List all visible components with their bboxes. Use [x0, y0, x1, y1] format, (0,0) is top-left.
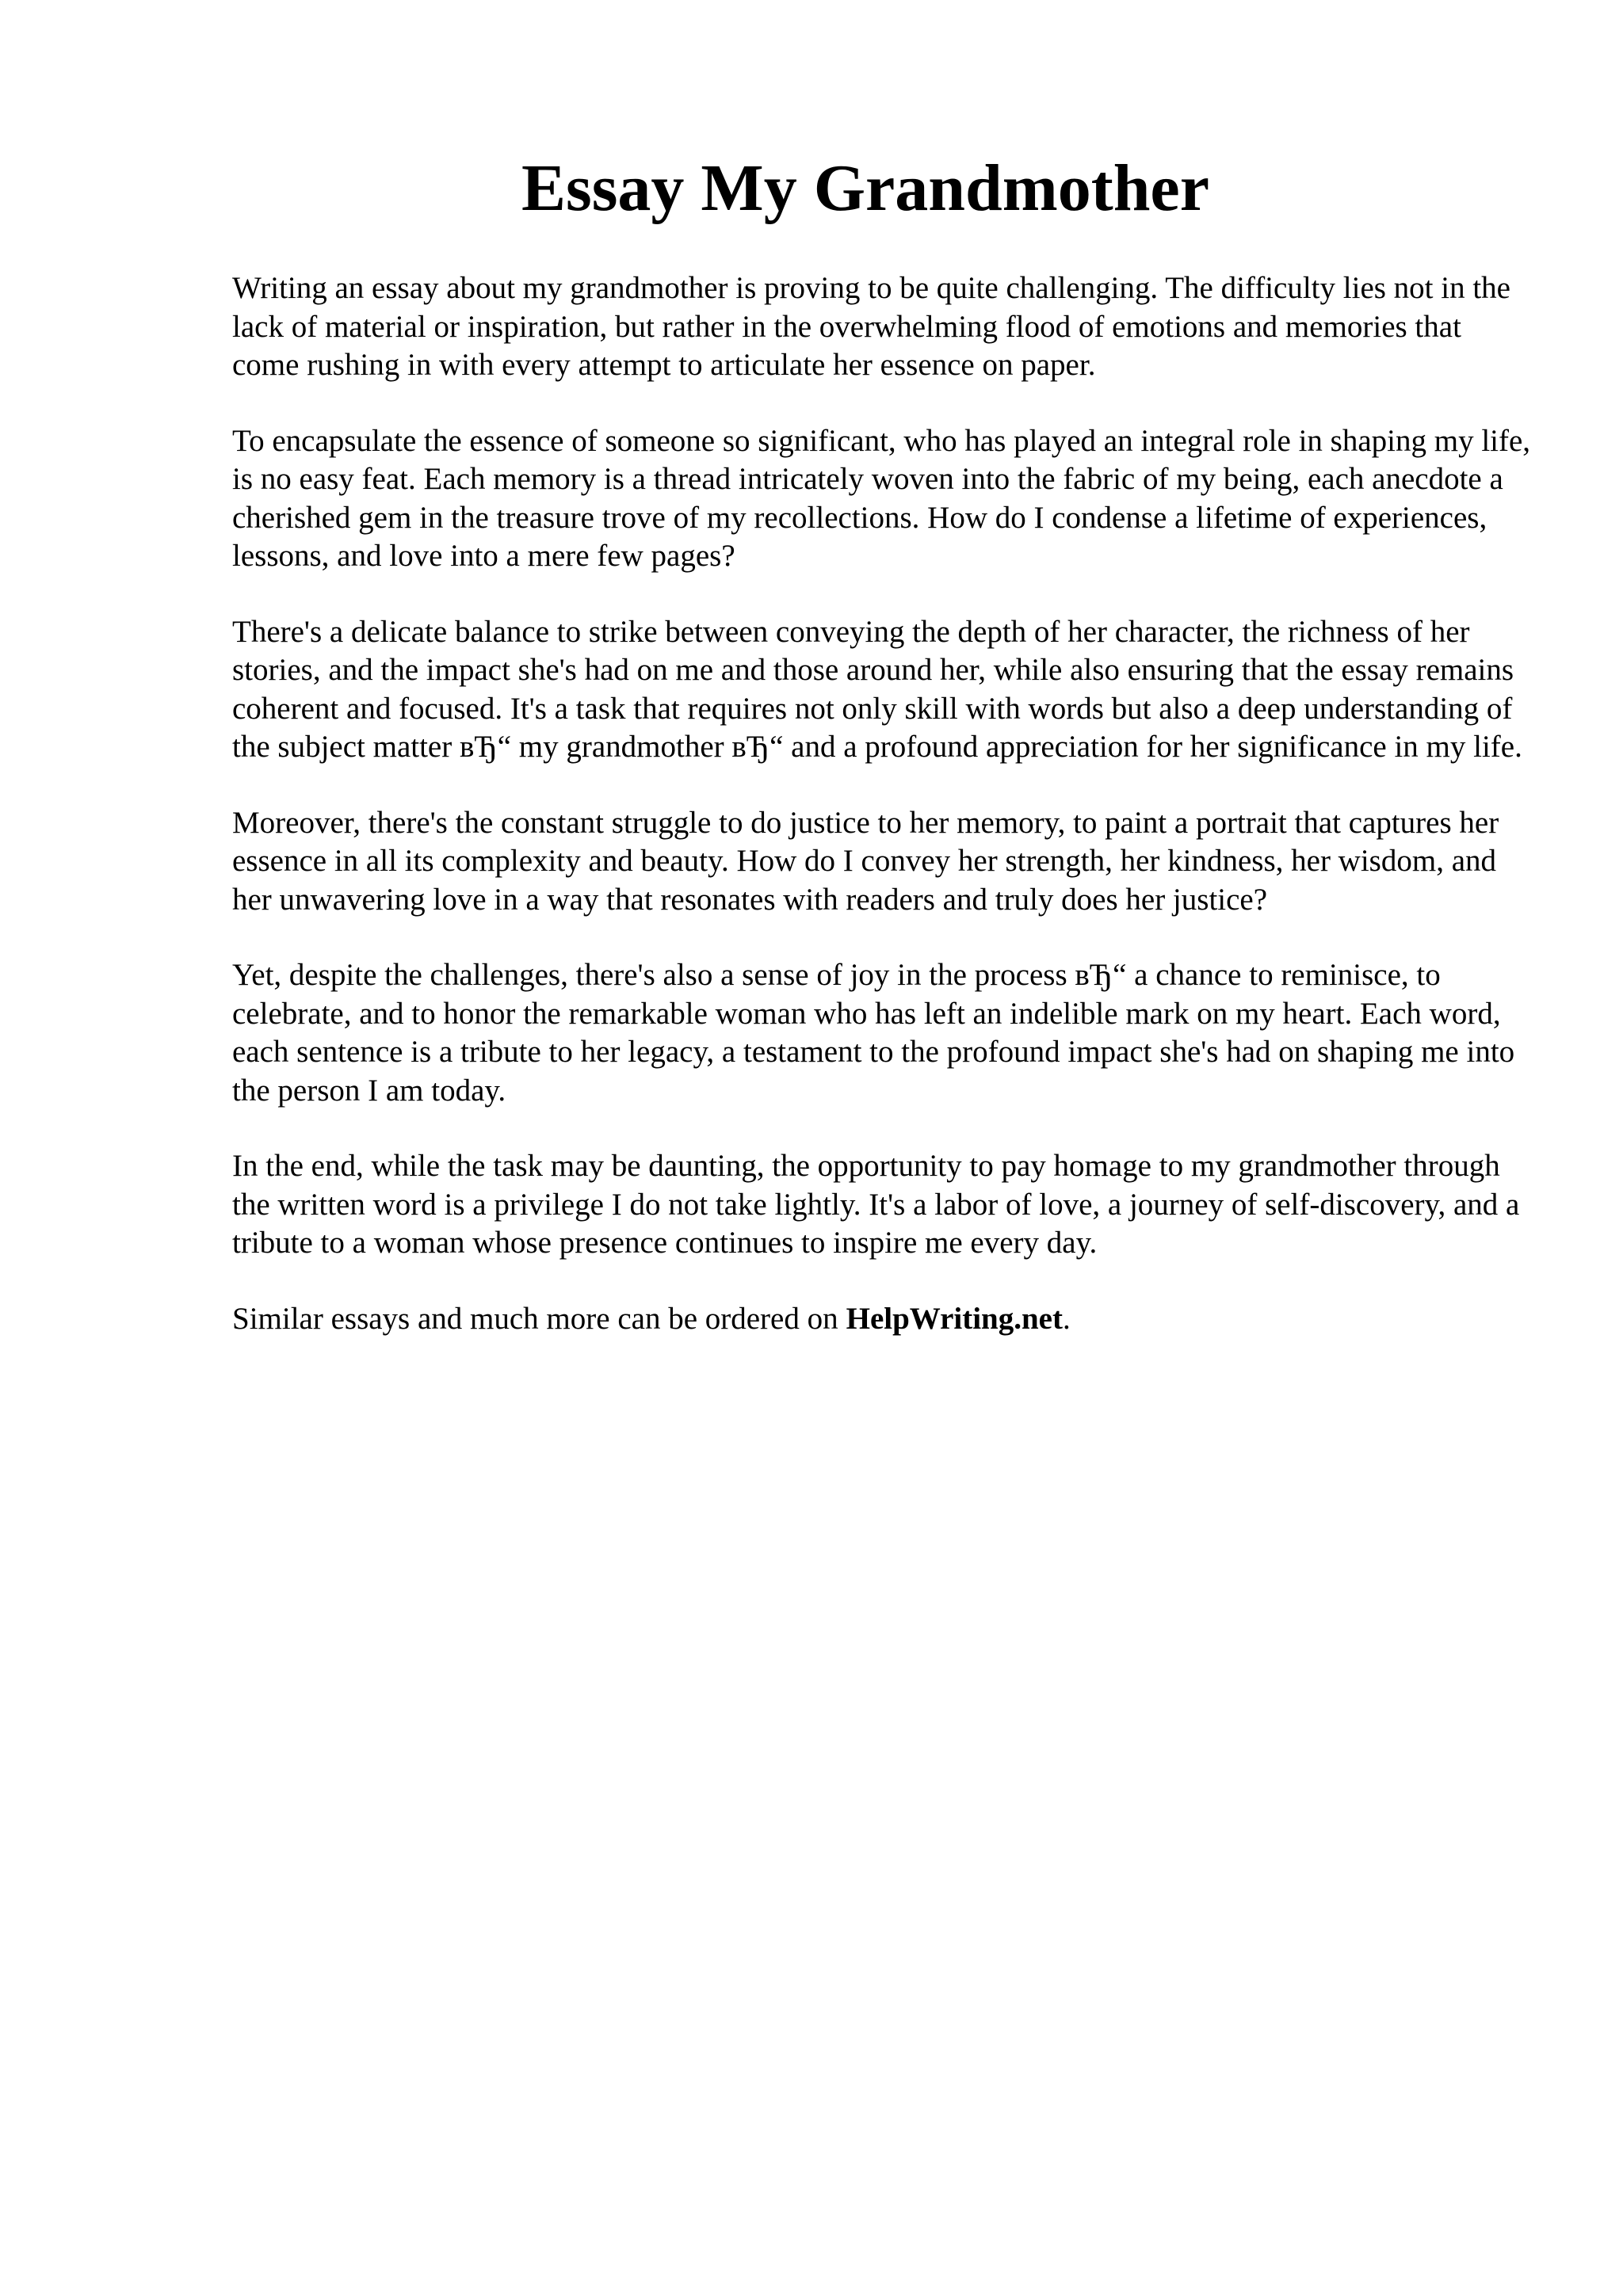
essay-paragraph: Moreover, there's the constant struggle to do justice to her memory, to paint a portrait that captures her essence in all its complexity and beauty. How do I convey her strength, her kindness, her wisdom, and her unwavering love in a way that resonates with readers and truly does her justice?	[232, 805, 1499, 917]
promo-line	[232, 1300, 1532, 1339]
essay-paragraph: In the end, while the task may be daunting, the opportunity to pay homage to my grandmother through the written word is a privilege I do not take lightly. It's a labor of love, a journey of self-discovery, and a tribute to a woman whose presence continues to inspire me every day.	[232, 1149, 1520, 1260]
promo-text: Similar essays and much more can be ordered on	[232, 1301, 838, 1336]
promo-suffix: .	[1062, 1301, 1071, 1336]
essay-paragraph: Writing an essay about my grandmother is proving to be quite challenging. The difficulty lies not in the lack of material or inspiration, but rather in the overwhelming flood of emotions and memories that come rushing in with every attempt to articulate her essence on paper.	[232, 271, 1510, 382]
essay-body	[232, 269, 1532, 1338]
page-title: Essay My Grandmother	[521, 151, 1209, 225]
brand-link[interactable]: HelpWriting.net	[846, 1301, 1063, 1336]
essay-paragraph: There's a delicate balance to strike between conveying the depth of her character, the richness of her stories, and the impact she's had on me and those around her, while also ensuring that the essay remains coherent and focused. It's a task that requires not only skill with words but also a deep understanding of the subject matter вЂ“ my grandmother вЂ“ and a profound appreciation for her significance in my life.	[232, 614, 1522, 764]
essay-paragraph: Yet, despite the challenges, there's also a sense of joy in the process вЂ“ a chance to reminisce, to celebrate, and to honor the remarkable woman who has left an indelible mark on my heart. Each word, each sentence is a tribute to her legacy, a testament to the profound impact she's had on shaping me into the person I am today.	[232, 958, 1515, 1108]
essay-paragraph: To encapsulate the essence of someone so significant, who has played an integral role in shaping my life, is no easy feat. Each memory is a thread intricately woven into the fabric of my being, each anecdote a cherished gem in the treasure trove of my recollections. How do I condense a lifetime of experiences, lessons, and love into a mere few pages?	[232, 423, 1531, 573]
